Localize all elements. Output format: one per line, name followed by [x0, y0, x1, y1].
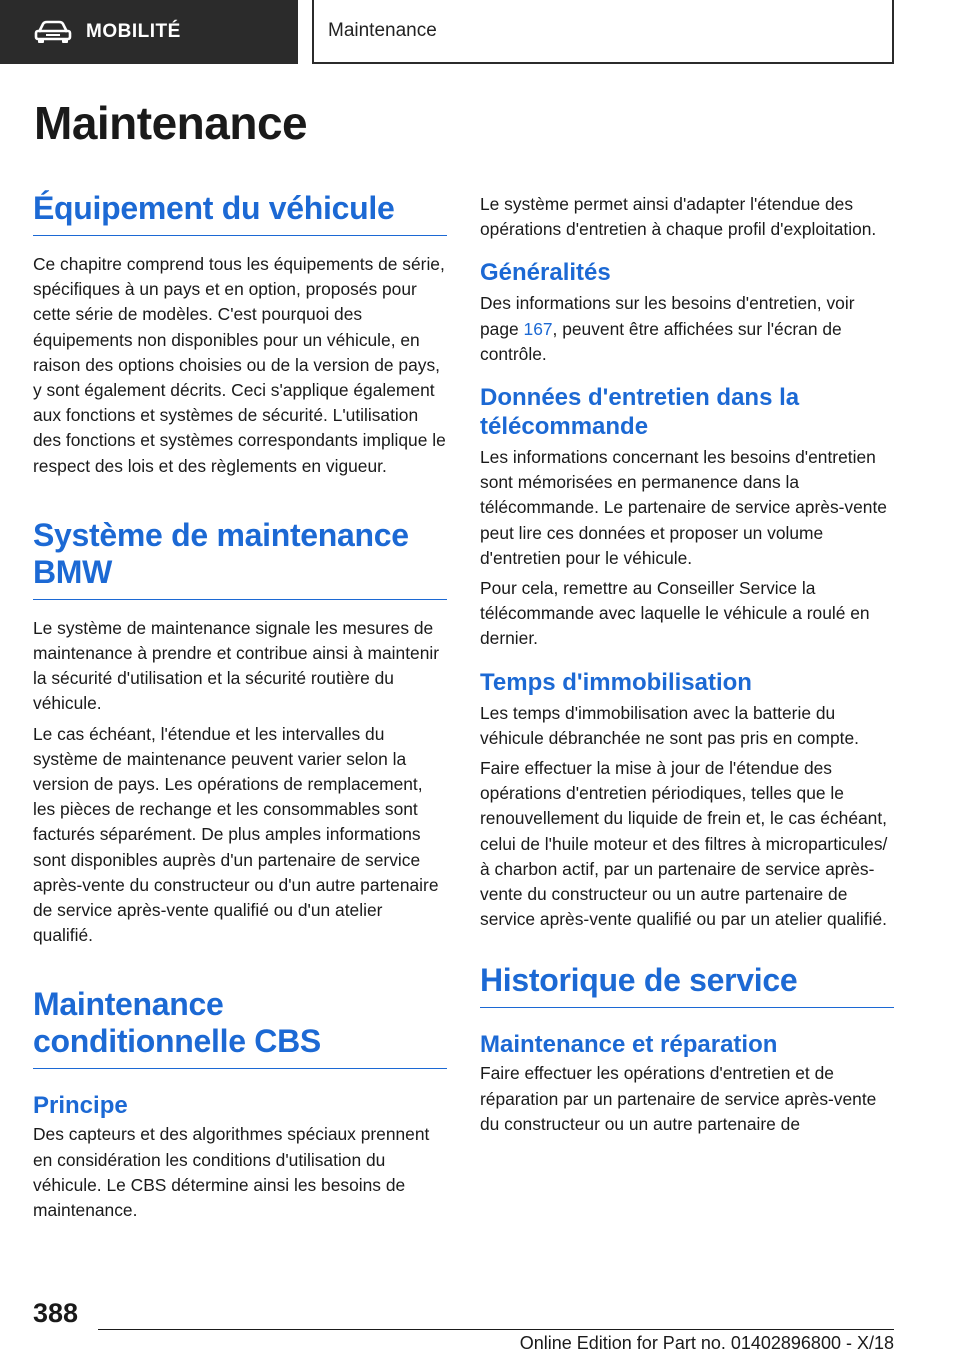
paragraph-immobilisation-2: Faire effectuer la mise à jour de l'étendue des opérations d'entretien périodiques, telles que le renouvellement du liquide de frein et, le cas échéant, celui de l'huile moteur et des filtres à microparticules/à charbon actif, par un partenaire de service après-vente du constructeur ou un autre partenaire de service après-vente qualifié ou par un atelier qualifié. — [480, 758, 888, 930]
left-column — [33, 190, 447, 1223]
text-segment: Des informations sur les besoins d'entretien, voir page — [480, 293, 855, 339]
page-number: 388 — [33, 1298, 79, 1328]
heading-generalites: Généralités — [480, 259, 611, 287]
page-title: Maintenance — [34, 97, 308, 149]
paragraph-donnees-2: Pour cela, remettre au Conseiller Service la télécommande avec laquelle le véhicule a roulé en dernier. — [480, 578, 870, 649]
car-icon — [34, 20, 72, 44]
chapter-label: MOBILITÉ — [86, 21, 181, 42]
heading-line: Système de maintenance — [33, 516, 409, 553]
breadcrumb: Maintenance — [328, 20, 437, 41]
paragraph-generalites — [480, 291, 894, 367]
heading-equipement: Équipement du véhicule — [33, 190, 447, 236]
heading-line: télécommande — [480, 413, 649, 441]
paragraph-principe: Des capteurs et des algorithmes spéciaux prennent en considération les conditions d'utilisation du véhicule. Le CBS détermine ainsi les besoins de maintenance. — [33, 1124, 430, 1221]
heading-line: BMW — [33, 553, 113, 590]
chapter-tab — [0, 0, 298, 64]
heading-donnees-entretien — [480, 383, 894, 441]
heading-line: conditionnelle CBS — [33, 1023, 321, 1060]
paragraph-immobilisation-1: Les temps d'immobilisation avec la batterie du véhicule débranchée ne sont pas pris en compte. — [480, 702, 859, 748]
edition-note: Online Edition for Part no. 01402896800 - X/18 — [519, 1333, 894, 1353]
heading-line: Données d'entretien dans la — [480, 384, 800, 412]
heading-line: Maintenance — [33, 986, 224, 1023]
paragraph-systeme-1: Le système de maintenance signale les mesures de maintenance à prendre et contribue ainsi à maintenir la sécurité d'utilisation et la sécurité routière du véhicule. — [33, 617, 440, 714]
text-segment: , peuvent être affichées sur l'écran de contrôle. — [480, 318, 842, 364]
page-link[interactable]: 167 — [523, 318, 553, 339]
breadcrumb-box — [312, 0, 894, 64]
paragraph-intro: Le système permet ainsi d'adapter l'étendue des opérations d'entretien à chaque profil d'exploitation. — [480, 194, 877, 240]
paragraph-donnees-1: Les informations concernant les besoins d'entretien sont mémorisées en permanence dans la télécommande. Le partenaire de service après-vente peut lire ces données et proposer un volume d'entretien pour le véhicule. — [480, 447, 887, 568]
heading-immobilisation: Temps d'immobilisation — [480, 668, 752, 696]
paragraph-equipement: Ce chapitre comprend tous les équipements de série, spécifiques à un pays et en option, proposés pour cette série de modèles. C'est pourquoi des équipements non disponibles pour un véhicule, en raison des options choisies ou de la version de pays, y sont également décrits. Ceci s'applique également aux fonctions et systèmes de sécurité. L'utilisation des fonctions et systèmes correspondants implique le respect des lois et des règlements en vigueur. — [33, 254, 446, 476]
right-column — [480, 192, 894, 1137]
paragraph-systeme-2: Le cas échéant, l'étendue et les intervalles du système de maintenance peuvent varier selon la version de pays. Les opérations de remplacement, les pièces de rechange et les consommables sont facturés séparément. De plus amples informations sont disponibles auprès d'un partenaire de service après-vente du constructeur ou d'un autre partenaire de service après-vente qualifié ou d'un atelier qualifié. — [33, 723, 439, 946]
footer-divider — [98, 1329, 894, 1330]
heading-maintenance-reparation: Maintenance et réparation — [480, 1031, 778, 1059]
heading-principe: Principe — [33, 1092, 128, 1120]
heading-systeme-maintenance — [33, 517, 447, 600]
heading-historique: Historique de service — [480, 962, 894, 1008]
paragraph-maintenance-reparation: Faire effectuer les opérations d'entretien et de réparation par un partenaire de service après-vente du constructeur ou un autre partenaire de — [480, 1063, 877, 1134]
heading-cbs — [33, 986, 447, 1069]
